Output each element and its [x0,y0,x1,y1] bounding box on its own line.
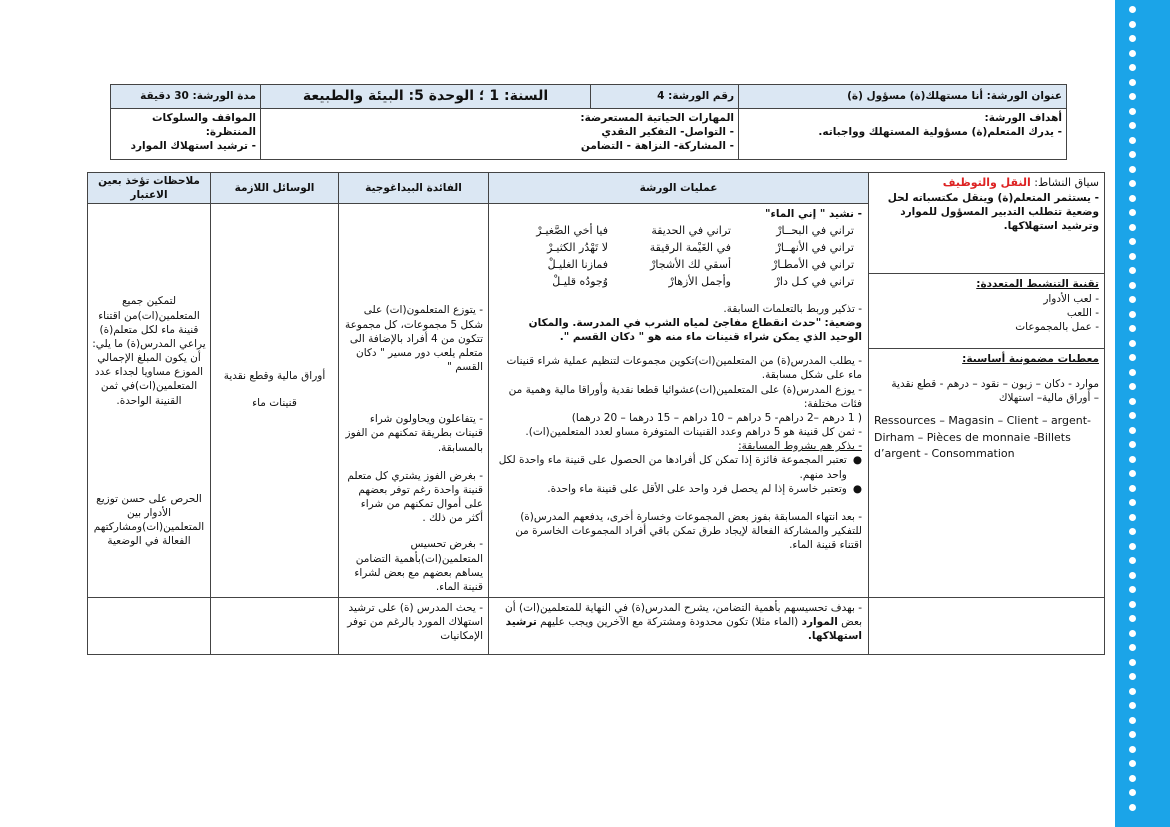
content-fr: Ressources – Magasin – Client – argent-Dirham – Pièces de monnaie -Billets d’argent - Consommation [874,414,1092,460]
workshop-number-value: 4 [657,90,665,103]
strip-dot [1129,282,1136,289]
strip-dot [1129,760,1136,767]
strip-dot [1129,528,1136,535]
strip-dot [1129,253,1136,260]
strip-dot [1129,50,1136,57]
strip-dot [1129,702,1136,709]
content-label: معطيات مضمونية أساسية: [962,353,1099,366]
step-3: - ثمن كل قنينة هو 5 دراهم وعدد القنينات المتوفرة مساو لعدد المتعلمين(ات). [525,426,862,439]
strip-dot [1129,485,1136,492]
strip-dot [1129,659,1136,666]
poem-line: وأجمل الأزهارْ [668,274,731,288]
strip-dot [1129,325,1136,332]
strip-dot [1129,601,1136,608]
poem-line: تراني في الأنهــارْ [775,240,854,254]
strip-dot [1129,180,1136,187]
rules-label: - يذكر هم بشروط المسابقة: [738,440,862,453]
strip-dot [1129,296,1136,303]
strip-dot [1129,79,1136,86]
poem-line: تراني في البحــارْ [776,223,854,237]
content-ar-2: – أوراق مالية– استهلاك [998,391,1099,404]
strip-dot [1129,108,1136,115]
situation-label: وضعية: [824,316,862,329]
strip-dot [1129,572,1136,579]
note-2: الحرص على حسن توزيع الأدوار بين المتعلمين(ات)ومشاركتهم الفعالة في الوضعية [93,492,205,548]
workshop-title-value: أنا مستهلك(ة) مسؤول (ة) [847,90,984,103]
poem-line: تراني في كـل دارْ [774,274,854,288]
benefit-3: - بغرض الفوز يشتري كل متعلم قنينة واحدة رغم توفر بعضهم على أموال تمكنهم من شراء أكثر من ذلك . [347,469,483,525]
strip-dot [1129,64,1136,71]
poem-line: فيا أخي الصَّغيـرْ [536,223,608,237]
strip-dot [1129,804,1136,811]
skill-item: - المشاركة- النزاهة - التضامن [580,140,734,153]
step-1: - يطلب المدرس(ة) من المتعلمين(ات)تكوين مجموعات لتنظيم عملية شراء قنينات ماء على شكل مسابقة. [506,355,862,382]
attitude-item: - ترشيد استهلاك الموارد [130,140,256,153]
benefit-cell [339,204,489,598]
strip-dot [1129,6,1136,13]
step-2: - يوزع المدرس(ة) على المتعلمين(ات)عشوائيا قطعا نقدية وأوراقا مالية وهمية من فئات مختلفة: [508,383,862,410]
strip-dot [1129,789,1136,796]
poem-line: في الغَيْمة الرقيقة [649,240,731,254]
strip-dot [1129,717,1136,724]
final-context-cell [869,598,1105,655]
step-4: - بعد انتهاء المسابقة بفوز بعض المجموعات وخسارة أخرى، يدفعهم المدرس(ة) للتفكير والمشاركة الفعالة لإيجاد طرق تمكن باقي أفراد المجموعات الخاسرة من اقتناء قنينة الماء. [515,510,862,552]
col-means: الوسائل اللازمة [211,173,339,204]
strip-dot [1129,122,1136,129]
final-text-3: ترشيد استهلاكها. [505,616,862,643]
context-label: سياق النشاط: [1034,176,1099,189]
goals-label: أهداف الورشة: [984,111,1062,124]
strip-dot [1129,21,1136,28]
skills-label: المهارات الحياتية المستعرضة: [580,111,734,124]
workshop-number-label: رقم الورشة: [668,90,734,103]
technique-cell [869,274,1105,349]
goal-item: - يدرك المتعلم(ة) مسؤولية المستهلك وواجباته. [818,126,1062,139]
strip-dot [1129,238,1136,245]
situation-text: "حدث انقطاع مفاجئ لمياه الشرب في المدرسة. والمكان الوحيد الذي يمكن شراء قنينات ماء منه هو " دكان القسم ". [528,316,862,344]
rule-item: ● وتعتبر خاسرة إذا لم يحصل فرد واحد على الأقل على قنينة ماء واحدة. [547,482,862,495]
workshop-number-cell [591,85,739,109]
content-ar-1: موارد - دكان – زبون – نقود – درهم - قطع نقدية [891,377,1099,390]
means-1: أوراق مالية وقطع نقدية [223,370,326,383]
context-text: - يستثمر المتعلم(ة) وينقل مكتسباته لحل وضعية تتطلب التدبير المسؤول للموارد وترشيد استهلاكها. [887,191,1099,233]
life-skills-cell [261,108,739,159]
strip-dot [1129,354,1136,361]
dot-pattern [1129,6,1136,818]
song-poem [495,222,862,290]
strip-dot [1129,630,1136,637]
strip-dot [1129,499,1136,506]
means-cell [211,204,339,598]
strip-dot [1129,209,1136,216]
strip-dot [1129,224,1136,231]
strip-dot [1129,427,1136,434]
technique-item: - لعب الأدوار [1043,292,1099,305]
strip-dot [1129,35,1136,42]
rule-item: ● تعتبر المجموعة فائزة إذا تمكن كل أفرادها من الحصول على قنينة ماء واحدة لكل واحد منهم. [495,453,862,481]
col-notes: ملاحظات تؤخذ بعين الاعتبار [88,173,211,204]
technique-label: تقنية التنشيط المتعددة: [976,278,1099,291]
final-text-2: (الماء مثلا) تكون محدودة ومشتركة مع الآخرين ويجب عليهم [540,616,799,629]
workshop-header-table [110,84,1067,160]
attitudes-cell [111,108,261,159]
strip-dot [1129,586,1136,593]
strip-dot [1129,746,1136,753]
content-data-cell [869,349,1105,598]
step-2-values: ( 1 درهم –2 دراهم- 5 دراهم – 10 دراهم – 15 درهما – 20 درهما) [571,411,862,424]
recall-line: - تذكير وربط بالتعلمات السابقة. [723,302,862,315]
benefit-1: - يتوزع المتعلمون(ات) على شكل 5 مجموعات، كل مجموعة تتكون من 4 أفراد بالإضافة الى متعلم يلعب دور مسير " دكان القسم " [345,304,483,374]
final-means-cell [211,598,339,655]
year-unit-cell: السنة: 1 ؛ الوحدة 5: البيئة والطبيعة [261,85,591,109]
col-benefit: الفائدة البيداغوجية [339,173,489,204]
means-2: قنينات ماء [252,396,297,409]
poem-line: تراني في الحديقة [651,223,731,237]
poem-line: أسقي لك الأشجارْ [650,257,731,271]
strip-dot [1129,673,1136,680]
note-1b: أن يكون المبلغ الإجمالي الموزع مساويا لجداء عدد المتعلمين(ات)في ثمن القنينة الواحدة. [94,352,204,407]
rule-2: وتعتبر خاسرة إذا لم يحصل فرد واحد على الأقل على قنينة ماء واحدة. [547,482,847,495]
strip-dot [1129,775,1136,782]
skill-item: - التواصل- التفكير النقدي [601,126,734,139]
operations-cell [489,204,869,598]
note-1: لتمكين جميع المتعلمين(ات)من اقتناء قنينة ماء لكل متعلم(ة) يراعي المدرس(ة) ما يلي: [92,295,206,350]
benefit-4: - بغرض تحسيس المتعلمين(ات)بأهمية التضامن يساهم بعضهم مع بعض لشراء قنينة الماء. [354,538,483,593]
situation-paragraph [495,316,862,344]
decorative-side-strip [1115,0,1170,827]
context-value: النقل والتوظيف [942,176,1031,189]
strip-dot [1129,731,1136,738]
strip-dot [1129,195,1136,202]
strip-dot [1129,383,1136,390]
strip-dot [1129,543,1136,550]
strip-dot [1129,311,1136,318]
strip-dot [1129,93,1136,100]
workshop-title-cell [739,85,1067,109]
workshop-duration-cell: مدة الورشة: 30 دقيقة [111,85,261,109]
strip-dot [1129,441,1136,448]
strip-dot [1129,137,1136,144]
strip-dot [1129,369,1136,376]
strip-dot [1129,398,1136,405]
strip-dot [1129,456,1136,463]
strip-dot [1129,166,1136,173]
context-heading [874,176,1099,191]
workshop-main-table [87,172,1105,655]
strip-dot [1129,470,1136,477]
poem-line: لا تَهْدُر الكثيـرْ [547,240,608,254]
poem-line: تراني في الأمطـارْ [772,257,854,271]
strip-dot [1129,151,1136,158]
strip-dot [1129,267,1136,274]
strip-dot [1129,340,1136,347]
technique-item: - اللعب [1066,306,1099,319]
strip-dot [1129,514,1136,521]
workshop-goals-cell [739,108,1067,159]
final-text-bold: الموارد [801,616,838,629]
col-operations: عمليات الورشة [489,173,869,204]
strip-dot [1129,412,1136,419]
strip-dot [1129,615,1136,622]
attitudes-label: المواقف والسلوكات المنتظرة: [151,111,256,139]
context-cell [869,173,1105,274]
poem-line: فمازنا الغليـلْ [547,257,608,271]
final-benefit-cell: - يحث المدرس (ة) على ترشيد استهلاك المورد بالرغم من توفر الإمكانيات [339,598,489,655]
workshop-title-label: عنوان الورشة: [986,90,1062,103]
strip-dot [1129,688,1136,695]
strip-dot [1129,557,1136,564]
benefit-2: - يتفاعلون ويحاولون شراء قنينات بطريقة تمكنهم من الفوز بالمسابقة. [345,413,483,454]
notes-cell [88,204,211,598]
final-text-1: - بهدف تحسيسهم بأهمية التضامن، يشرح المدرس(ة) في النهاية للمتعلمين(ات) أن بعض [505,602,862,629]
final-notes-cell [88,598,211,655]
song-title: - نشيد " إني الماء" [765,208,862,221]
final-operation-cell [489,598,869,655]
technique-item: - عمل بالمجموعات [1015,321,1099,333]
rule-1: تعتبر المجموعة فائزة إذا تمكن كل أفرادها من الحصول على قنينة ماء واحدة لكل واحد منهم. [498,454,847,481]
strip-dot [1129,644,1136,651]
poem-line: وُجودُه قليـلْ [552,274,608,288]
